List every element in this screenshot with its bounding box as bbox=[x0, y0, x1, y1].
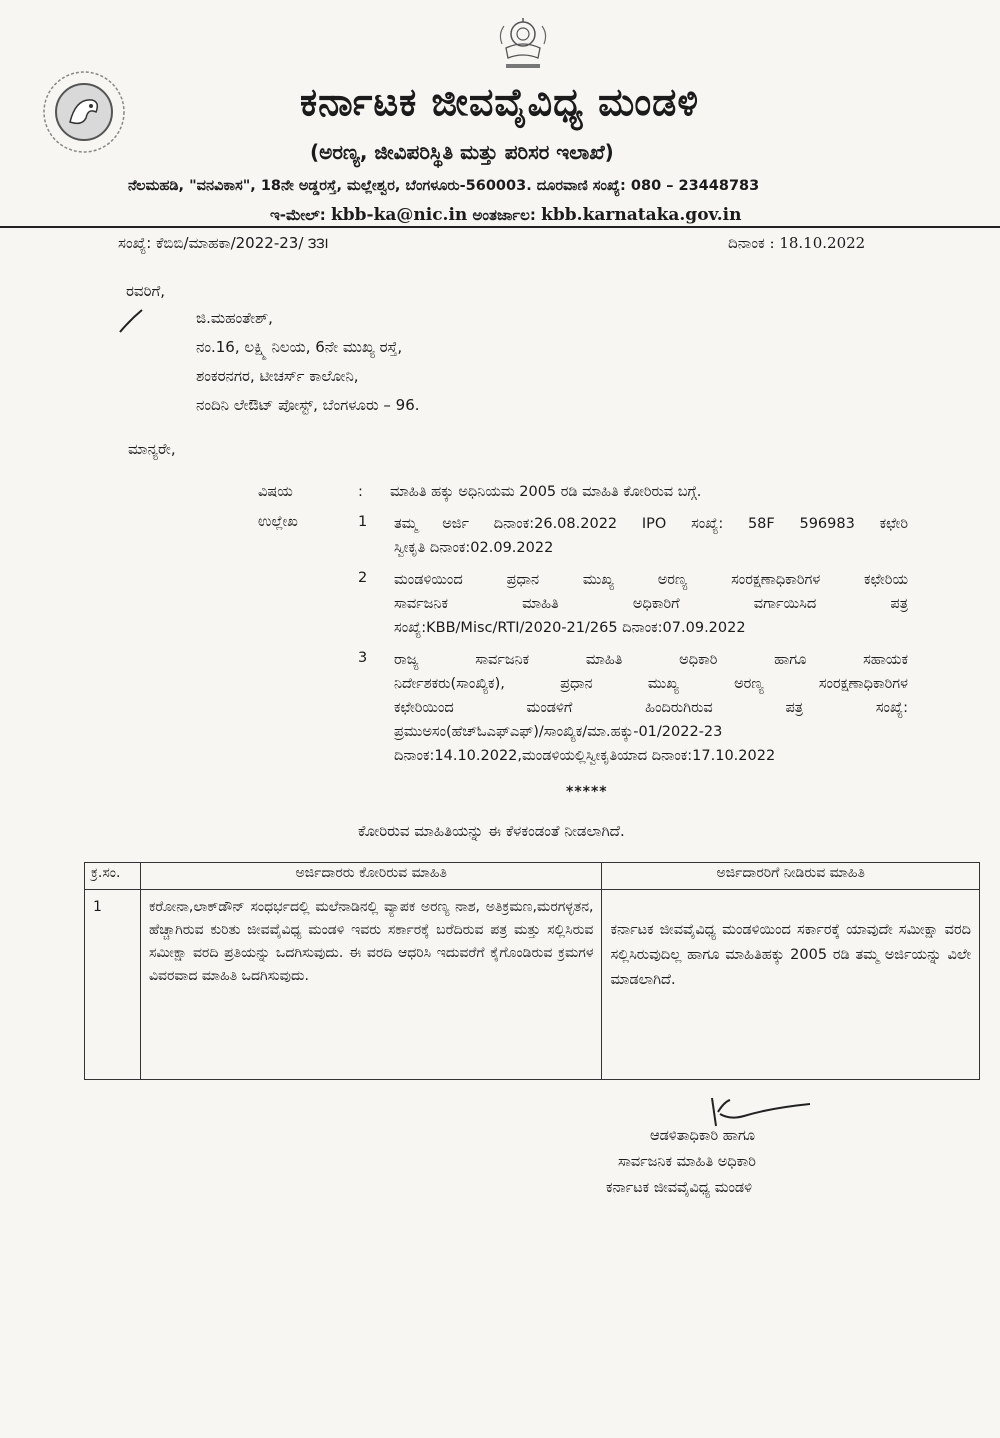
reference-line: ಸಂಖ್ಯೆ:KBB/Misc/RTI/2020-21/265 ದಿನಾಂಕ:07.09.2022 bbox=[394, 620, 746, 636]
tick-mark-icon bbox=[116, 306, 146, 336]
column-header-requested: ಅರ್ಜಿದಾರರು ಕೋರಿರುವ ಮಾಹಿತಿ bbox=[140, 863, 601, 890]
reference-number-2: 2 bbox=[358, 570, 368, 586]
reference-label: ಉಲ್ಲೇಖ bbox=[258, 514, 298, 530]
reference-line: ರಾಜ್ಯ ಸಾರ್ವಜನಿಕ ಮಾಹಿತಿ ಅಧಿಕಾರಿ ಹಾಗೂ ಸಹಾಯಕ bbox=[394, 652, 908, 668]
subject-label: ವಿಷಯ bbox=[258, 484, 293, 500]
website-label: ಅಂತರ್ಜಾಲ: bbox=[472, 206, 536, 224]
contact-line bbox=[270, 205, 741, 225]
serial-cell: 1 bbox=[85, 890, 141, 1080]
reference-number: ಸಂಖ್ಯೆ: ಕೆಬಿಬಿ/ಮಾಹಕಾ/2022-23/ ౩౩౹ bbox=[118, 234, 329, 252]
board-logo-icon bbox=[36, 64, 132, 160]
signatory-organization: ಕರ್ನಾಟಕ ಜೀವವೈವಿಧ್ಯ ಮಂಡಳಿ bbox=[606, 1180, 753, 1196]
reference-item-3 bbox=[394, 648, 908, 768]
reference-line: ಮಂಡಳಿಯಿಂದ ಪ್ರಧಾನ ಮುಖ್ಯ ಅರಣ್ಯ ಸಂರಕ್ಷಣಾಧಿಕಾರಿಗಳ ಕಛೇರಿಯ bbox=[394, 572, 908, 588]
reference-line: ಕಛೇರಿಯಿಂದ ಮಂಡಳಿಗೆ ಹಿಂದಿರುಗಿರುವ ಪತ್ರ ಸಂಖ್ಯೆ: bbox=[394, 700, 908, 716]
recipient-line: ನಂದಿನಿ ಲೇಔಟ್ ಪೋಸ್ಟ್, ಬೆಂಗಳೂರು – 96. bbox=[196, 396, 420, 414]
column-header-provided: ಅರ್ಜಿದಾರರಿಗೆ ನೀಡಿರುವ ಮಾಹಿತಿ bbox=[602, 863, 980, 890]
header-divider bbox=[0, 226, 1000, 228]
reference-line: ಸ್ವೀಕೃತಿ ದಿನಾಂಕ:02.09.2022 bbox=[394, 540, 554, 556]
subject-text: ಮಾಹಿತಿ ಹಕ್ಕು ಅಧಿನಿಯಮ 2005 ರಡಿ ಮಾಹಿತಿ ಕೋರಿರುವ ಬಗ್ಗೆ. bbox=[390, 484, 702, 500]
website-link[interactable]: kbb.karnataka.gov.in bbox=[541, 205, 742, 225]
table-header-row bbox=[85, 863, 980, 890]
signatory-role: ಸಾರ್ವಜನಿಕ ಮಾಹಿತಿ ಅಧಿಕಾರಿ bbox=[618, 1154, 756, 1170]
recipient-address bbox=[196, 304, 420, 420]
department-subtitle: (ಅರಣ್ಯ, ಜೀವಿಪರಿಸ್ಥಿತಿ ಮತ್ತು ಪರಿಸರ ಇಲಾಖೆ) bbox=[310, 140, 614, 164]
office-address: ನೆಲಮಹಡಿ, "ವನವಿಕಾಸ", 18ನೇ ಅಡ್ಡರಸ್ತೆ, ಮಲ್ಲೇಶ್ವರ, ಬೆಂಗಳೂರು-560003. ದೂರವಾಣಿ ಸಂಖ್ಯೆ: 080 – 23448783 bbox=[128, 178, 760, 194]
reference-item-2 bbox=[394, 568, 908, 640]
reference-item-1 bbox=[394, 512, 908, 560]
organization-title: ಕರ್ನಾಟಕ ಜೀವವೈವಿಧ್ಯ ಮಂಡಳಿ bbox=[300, 80, 700, 124]
recipient-name: ಜಿ.ಮಹಂತೇಶ್, bbox=[196, 309, 273, 327]
intro-sentence: ಕೋರಿರುವ ಮಾಹಿತಿಯನ್ನು ಈ ಕೆಳಕಂಡಂತೆ ನೀಡಲಾಗಿದೆ. bbox=[358, 822, 625, 840]
reference-number-3: 3 bbox=[358, 650, 368, 666]
provided-info-cell: ಕರ್ನಾಟಕ ಜೀವವೈವಿಧ್ಯ ಮಂಡಳಿಯಿಂದ ಸರ್ಕಾರಕ್ಕೆ ಯಾವುದೇ ಸಮೀಕ್ಷಾ ವರದಿ ಸಲ್ಲಿಸಿರುವುದಿಲ್ಲ ಹಾಗೂ ಮಾಹಿತಿಹಕ್ಕು 2005 ರಡಿ ತಮ್ಮ ಅರ್ಜಿಯನ್ನು ವಿಲೇ ಮಾಡಲಾಗಿದೆ. bbox=[602, 890, 980, 1080]
information-table bbox=[84, 862, 980, 1080]
reference-line: ಸಾರ್ವಜನಿಕ ಮಾಹಿತಿ ಅಧಿಕಾರಿಗೆ ವರ್ಗಾಯಿಸಿದ ಪತ್ರ bbox=[394, 596, 908, 612]
email-label: ಇ-ಮೇಲ್: bbox=[270, 206, 326, 224]
email-link[interactable]: kbb-ka@nic.in bbox=[330, 205, 468, 225]
reference-line: ತಮ್ಮ ಅರ್ಜಿ ದಿನಾಂಕ:26.08.2022 IPO ಸಂಖ್ಯೆ: 58F 596983 ಕಛೇರಿ bbox=[394, 516, 908, 532]
reference-number-1: 1 bbox=[358, 514, 368, 530]
state-emblem-icon bbox=[492, 14, 554, 76]
signatory-designation: ಆಡಳಿತಾಧಿಕಾರಿ ಹಾಗೂ bbox=[650, 1128, 756, 1144]
date-value: 18.10.2022 bbox=[779, 234, 866, 252]
recipient-line: ಶಂಕರನಗರ, ಟೀಚರ್ಸ್ ಕಾಲೋನಿ, bbox=[196, 367, 359, 385]
separator-stars: ***** bbox=[566, 784, 608, 800]
table-row bbox=[85, 890, 980, 1080]
date-label: ದಿನಾಂಕ : bbox=[728, 234, 775, 252]
reference-line: ಪ್ರಮುಅಸಂ(ಹೆಚ್ಓಎಫ್ಎಫ್)/ಸಾಂಖ್ಯಿಕ/ಮಾ.ಹಕ್ಕು-01/2022-23 bbox=[394, 724, 723, 740]
salutation: ಮಾನ್ಯರೇ, bbox=[128, 440, 176, 458]
recipient-line: ನಂ.16, ಲಕ್ಷ್ಮಿ ನಿಲಯ, 6ನೇ ಮುಖ್ಯ ರಸ್ತೆ, bbox=[196, 338, 403, 356]
addressee-prefix: ರವರಿಗೆ, bbox=[126, 282, 165, 300]
reference-line: ದಿನಾಂಕ:14.10.2022,ಮಂಡಳಿಯಲ್ಲಿಸ್ವೀಕೃತಿಯಾದ ದಿನಾಂಕ:17.10.2022 bbox=[394, 748, 776, 764]
letter-date bbox=[728, 234, 865, 252]
column-header-serial: ಕ್ರ.ಸಂ. bbox=[85, 863, 141, 890]
requested-info-cell: ಕರೋನಾ,ಲಾಕ್‌ಡೌನ್ ಸಂಧರ್ಭದಲ್ಲಿ ಮಲೆನಾಡಿನಲ್ಲಿ ವ್ಯಾಪಕ ಅರಣ್ಯ ನಾಶ, ಅತಿಕ್ರಮಣ,ಮರಗಳ್ಳತನ, ಹೆಚ್ಚಾಗಿರುವ ಕುರಿತು ಜೀವವೈವಿಧ್ಯ ಮಂಡಳಿ ಇವರು ಸರ್ಕಾರಕ್ಕೆ ಬರೆದಿರುವ ಪತ್ರ ಮತ್ತು ಸಲ್ಲಿಸಿರುವ ಸಮೀಕ್ಷಾ ವರದಿ ಪ್ರತಿಯನ್ನು ಒದಗಿಸುವುದು. ಈ ವರದಿ ಆಧರಿಸಿ ಇದುವರೆಗೆ ಕೈಗೊಂಡಿರುವ ಕ್ರಮಗಳ ವಿವರವಾದ ಮಾಹಿತಿ ಒದಗಿಸುವುದು. bbox=[140, 890, 601, 1080]
signature-icon bbox=[700, 1092, 820, 1132]
reference-line: ನಿರ್ದೇಶಕರು(ಸಾಂಖ್ಯಿಕ), ಪ್ರಧಾನ ಮುಖ್ಯ ಅರಣ್ಯ ಸಂರಕ್ಷಣಾಧಿಕಾರಿಗಳ bbox=[394, 676, 908, 692]
subject-colon: : bbox=[358, 484, 363, 500]
